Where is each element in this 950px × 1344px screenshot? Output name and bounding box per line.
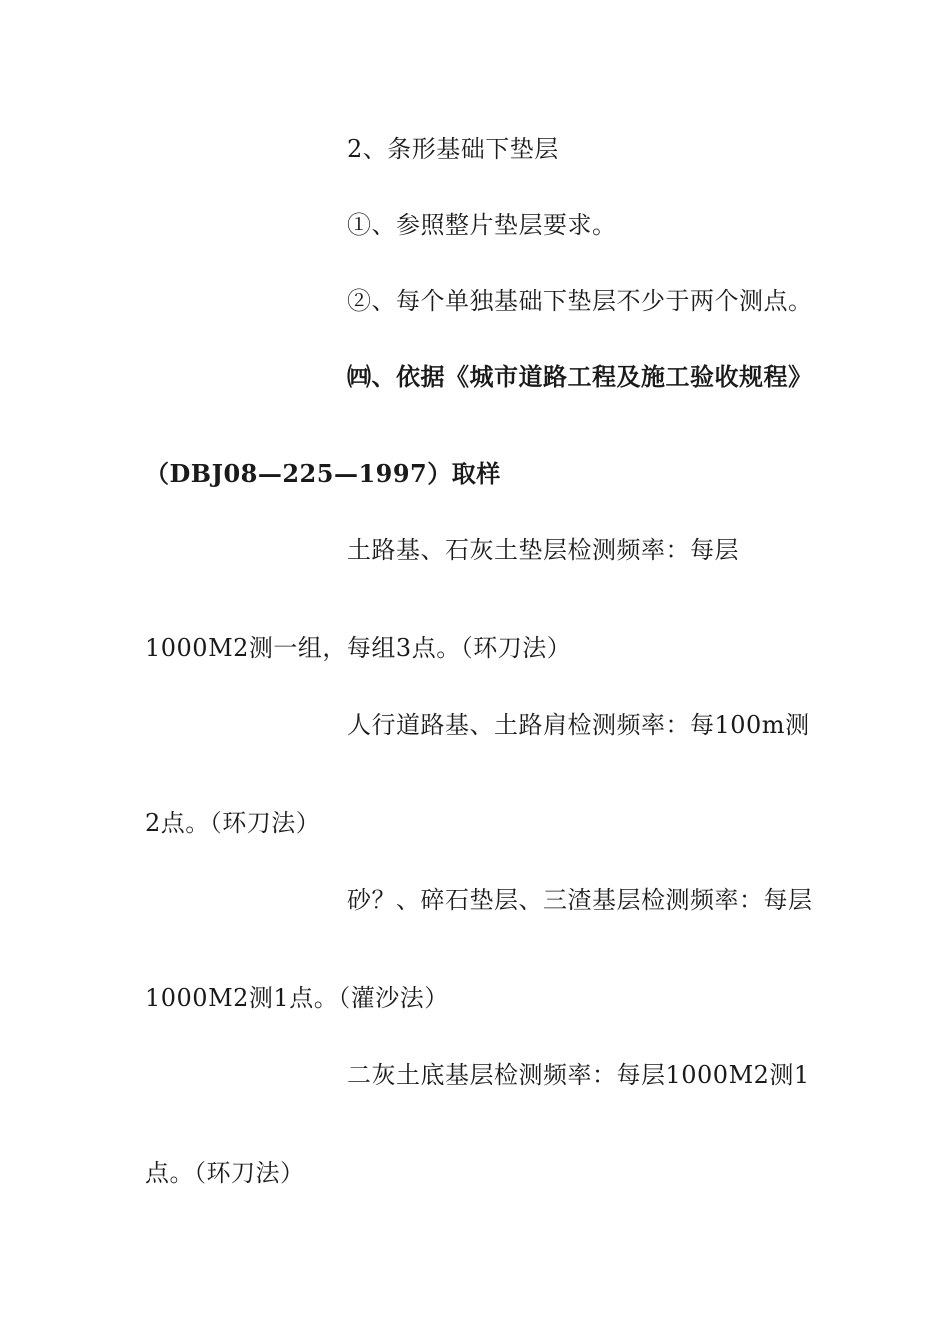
section-heading-4: ㈣、依据《城市道路工程及施工验收规程》 (347, 362, 813, 391)
paragraph-soil-subgrade: 土路基、石灰土垫层检测频率：每层 (347, 536, 739, 564)
paragraph-soil-subgrade-continued: 1000M2测一组，每组3点。（环刀法） (145, 634, 572, 662)
paragraph-lime-soil-subbase: 二灰土底基层检测频率：每层1000M2测1 (347, 1061, 810, 1089)
subsection-heading-strip-foundation: 2、条形基础下垫层 (347, 135, 559, 163)
list-item-2: ②、每个单独基础下垫层不少于两个测点。 (347, 287, 813, 315)
list-item-1: ①、参照整片垫层要求。 (347, 211, 617, 239)
paragraph-lime-soil-subbase-continued: 点。（环刀法） (145, 1159, 305, 1187)
paragraph-gravel-base: 砂？、碎石垫层、三渣基层检测频率：每层 (347, 886, 813, 914)
paragraph-sidewalk-subgrade: 人行道路基、土路肩检测频率：每100m测 (347, 711, 810, 739)
section-heading-4-continued: （DBJ08—225—1997）取样 (145, 459, 501, 488)
paragraph-sidewalk-subgrade-continued: 2点。（环刀法） (145, 809, 321, 837)
paragraph-gravel-base-continued: 1000M2测1点。（灌沙法） (145, 984, 449, 1012)
